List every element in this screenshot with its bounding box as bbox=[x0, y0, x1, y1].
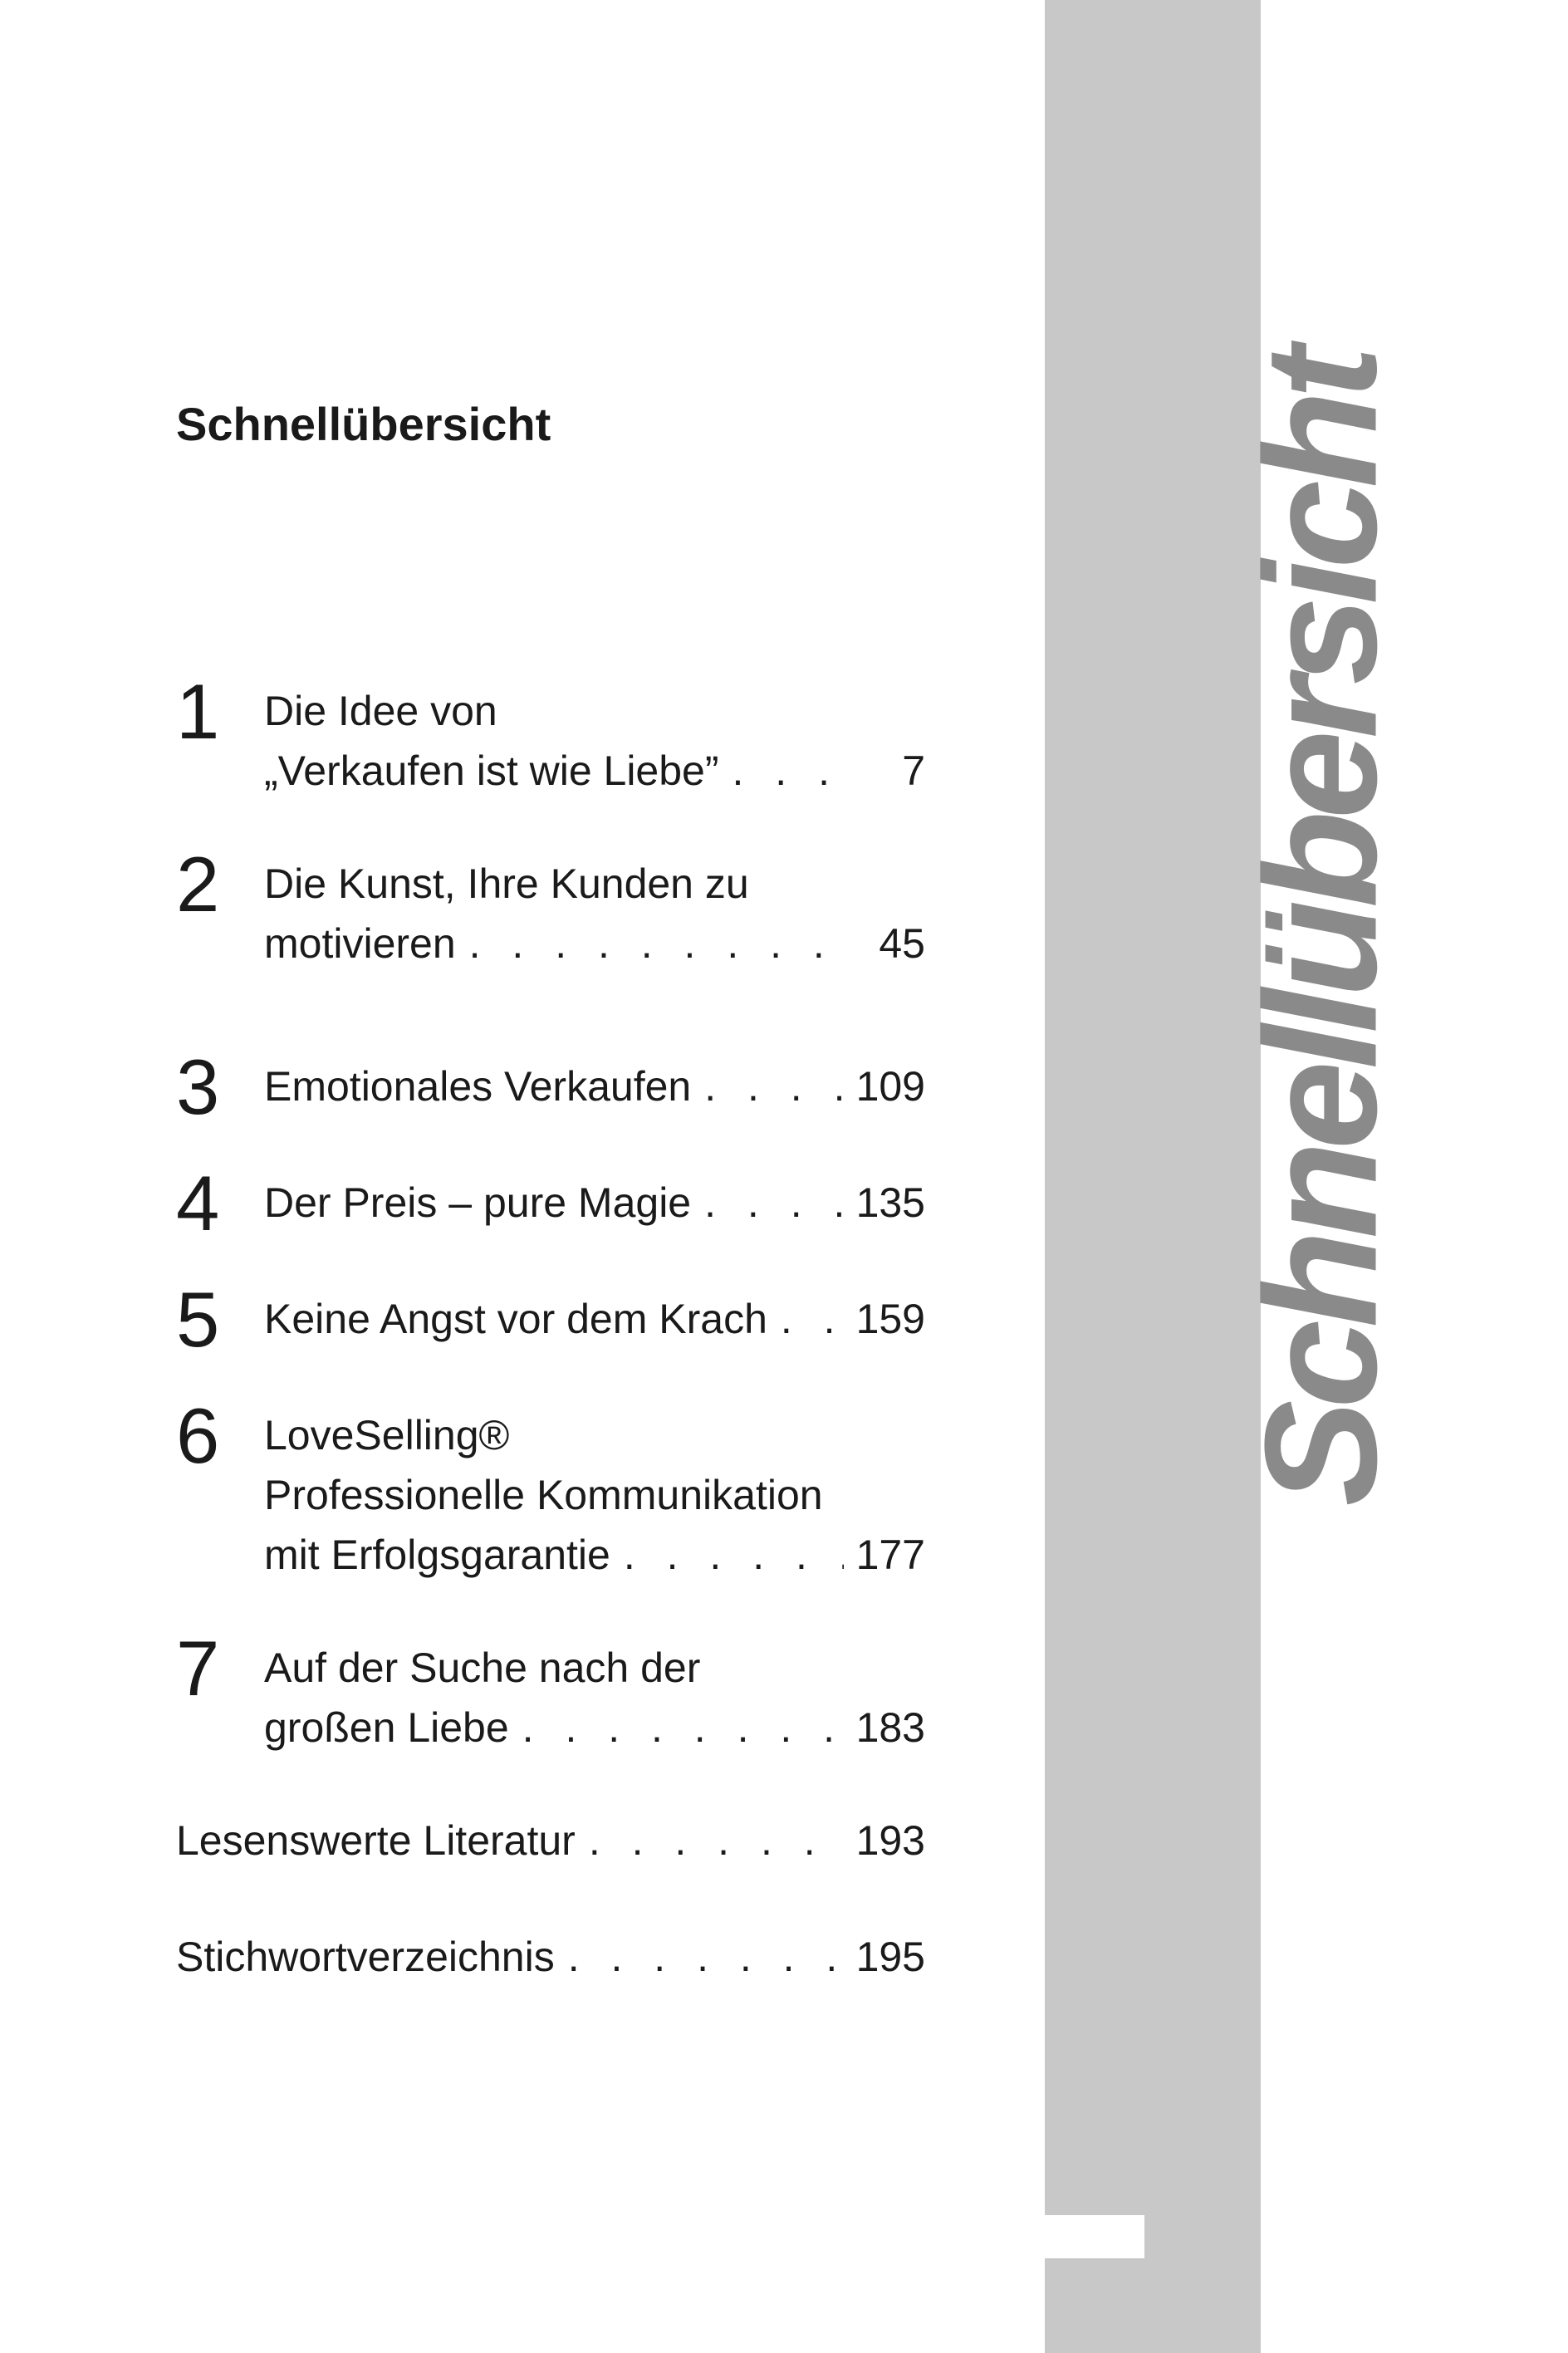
chapter-title-line: Der Preis – pure Magie bbox=[264, 1179, 692, 1226]
toc-entry-chapter-6[interactable] bbox=[176, 1392, 925, 1585]
chapter-number: 6 bbox=[176, 1392, 220, 1479]
appendix-title: Stichwortverzeichnis bbox=[176, 1934, 555, 1980]
dot-leader bbox=[469, 914, 844, 973]
page-number: 183 bbox=[855, 1704, 925, 1751]
page-number: 45 bbox=[879, 920, 925, 967]
toc-entry-chapter-4[interactable] bbox=[176, 1159, 925, 1247]
toc-entry-chapter-3[interactable] bbox=[176, 1043, 925, 1130]
dot-leader bbox=[704, 1173, 844, 1233]
side-tab-title-text: Schnellübersicht bbox=[1231, 354, 1410, 1507]
toc-entry-chapter-1[interactable] bbox=[176, 668, 925, 801]
dot-leader bbox=[568, 1927, 844, 1987]
chapter-title-line: Emotionales Verkaufen bbox=[264, 1063, 692, 1110]
page-number: 7 bbox=[902, 748, 925, 794]
chapter-title-line: Keine Angst vor dem Krach bbox=[264, 1296, 767, 1342]
toc-entry-chapter-5[interactable] bbox=[176, 1276, 925, 1363]
chapter-title-line: Die Idee von bbox=[264, 688, 497, 734]
chapter-number: 7 bbox=[176, 1625, 220, 1712]
chapter-title-line: Professionelle Kommunikation bbox=[264, 1472, 823, 1518]
dot-leader bbox=[522, 1698, 844, 1757]
dot-leader bbox=[624, 1525, 844, 1585]
page-number: 195 bbox=[855, 1934, 925, 1980]
toc-entry-chapter-7[interactable] bbox=[176, 1625, 925, 1757]
appendix-title: Lesenswerte Literatur bbox=[176, 1817, 576, 1864]
chapter-number: 4 bbox=[176, 1159, 220, 1247]
chapter-title-line: großen Liebe bbox=[264, 1704, 509, 1751]
dot-leader bbox=[781, 1289, 844, 1349]
page-number: 109 bbox=[855, 1063, 925, 1110]
chapter-title-line: „Verkaufen ist wie Liebe” bbox=[264, 748, 719, 794]
chapter-title-line: LoveSelling® bbox=[264, 1412, 510, 1458]
toc-entry-index[interactable] bbox=[176, 1927, 925, 1987]
chapter-number: 3 bbox=[176, 1043, 220, 1130]
dot-leader bbox=[704, 1056, 844, 1116]
dot-leader bbox=[589, 1811, 844, 1870]
side-tab-notch bbox=[1045, 2215, 1144, 2258]
chapter-title-line: Die Kunst, Ihre Kunden zu bbox=[264, 860, 749, 907]
toc-entry-chapter-2[interactable] bbox=[176, 841, 925, 973]
chapter-title-line: motivieren bbox=[264, 920, 456, 967]
chapter-number: 1 bbox=[176, 668, 220, 755]
chapter-number: 2 bbox=[176, 841, 220, 928]
page-title: Schnellübersicht bbox=[176, 398, 551, 450]
page-number: 177 bbox=[855, 1532, 925, 1578]
chapter-number: 5 bbox=[176, 1276, 220, 1363]
page-number: 135 bbox=[855, 1179, 925, 1226]
dot-leader bbox=[733, 741, 844, 801]
page-number: 159 bbox=[855, 1296, 925, 1342]
toc-entry-literature[interactable] bbox=[176, 1811, 925, 1870]
chapter-title-line: Auf der Suche nach der bbox=[264, 1645, 701, 1691]
chapter-title-line: mit Erfolgsgarantie bbox=[264, 1532, 610, 1578]
page-number: 193 bbox=[855, 1817, 925, 1864]
